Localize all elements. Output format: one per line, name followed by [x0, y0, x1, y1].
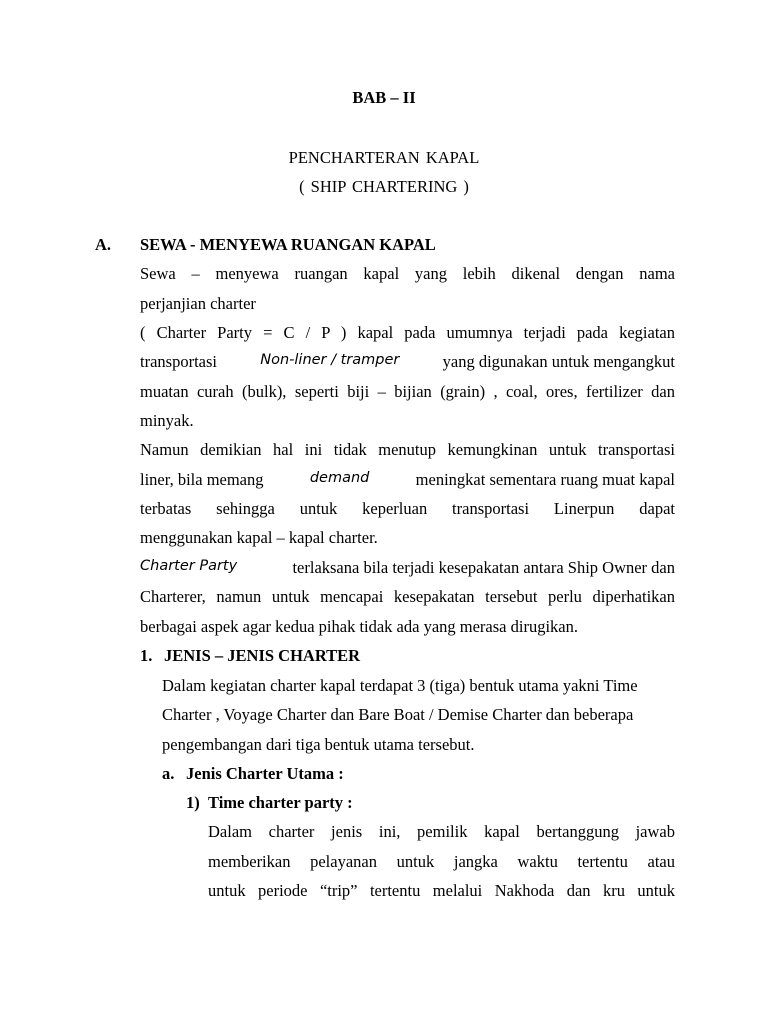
text-run: meningkat sementara ruang muat kapal — [415, 470, 675, 489]
chapter-heading: BAB – II — [352, 88, 416, 107]
paragraph-line: pengembangan dari tiga bentuk utama tersebut. — [162, 735, 475, 754]
paragraph-line: Dalam kegiatan charter kapal terdapat 3 (tiga) bentuk utama yakni Time — [162, 676, 638, 695]
italic-term: demand — [309, 470, 370, 486]
paragraph-line: berbagai aspek agar kedua pihak tidak ada yang merasa dirugikan. — [140, 617, 578, 636]
paragraph-line: minyak. — [140, 411, 194, 430]
paragraph-line — [140, 470, 675, 490]
paragraph-line — [140, 558, 675, 578]
italic-term: Non-liner / tramper — [260, 352, 400, 368]
paragraph-line: Sewa – menyewa ruangan kapal yang lebih dikenal dengan nama — [140, 264, 675, 283]
paragraph-line: Charterer, namun untuk mencapai kesepakatan tersebut perlu diperhatikan — [140, 587, 675, 606]
chapter-subtitle: ( SHIP CHARTERING ) — [299, 177, 469, 196]
paragraph-line: perjanjian charter — [140, 294, 256, 313]
paragraph-line: menggunakan kapal – kapal charter. — [140, 528, 378, 547]
paragraph-line: untuk periode “trip” tertentu melalui Nakhoda dan kru untuk — [208, 881, 675, 900]
paragraph-line: terbatas sehingga untuk keperluan transportasi Linerpun dapat — [140, 499, 675, 518]
paragraph-line: memberikan pelayanan untuk jangka waktu tertentu atau — [208, 852, 675, 871]
item-1-marker: 1. — [140, 646, 153, 665]
section-a-marker: A. — [95, 235, 112, 254]
paragraph-line: ( Charter Party = C / P ) kapal pada umumnya terjadi pada kegiatan — [140, 323, 675, 342]
item-a-marker: a. — [162, 764, 175, 783]
text-run: terlaksana bila terjadi kesepakatan antara Ship Owner dan — [292, 558, 675, 577]
item-a-heading: Jenis Charter Utama : — [186, 764, 344, 783]
italic-term: Charter Party — [140, 558, 238, 574]
paragraph-line: Charter , Voyage Charter dan Bare Boat / Demise Charter dan beberapa — [162, 705, 634, 724]
section-a-heading: SEWA - MENYEWA RUANGAN KAPAL — [140, 235, 436, 254]
item-1-heading: JENIS – JENIS CHARTER — [164, 646, 361, 665]
paragraph-line: Dalam charter jenis ini, pemilik kapal bertanggung jawab — [208, 822, 675, 841]
paragraph-line: Namun demikian hal ini tidak menutup kemungkinan untuk transportasi — [140, 440, 675, 459]
paragraph-line: muatan curah (bulk), seperti biji – bijian (grain) , coal, ores, fertilizer dan — [140, 382, 675, 401]
text-run: liner, bila memang — [140, 470, 264, 489]
text-run: yang digunakan untuk mengangkut — [442, 352, 675, 371]
item-1-1-marker: 1) — [186, 793, 200, 812]
paragraph-line — [140, 352, 675, 372]
chapter-title: PENCHARTERAN KAPAL — [288, 148, 480, 167]
item-1-1-heading: Time charter party : — [208, 793, 353, 812]
text-run: transportasi — [140, 352, 217, 371]
